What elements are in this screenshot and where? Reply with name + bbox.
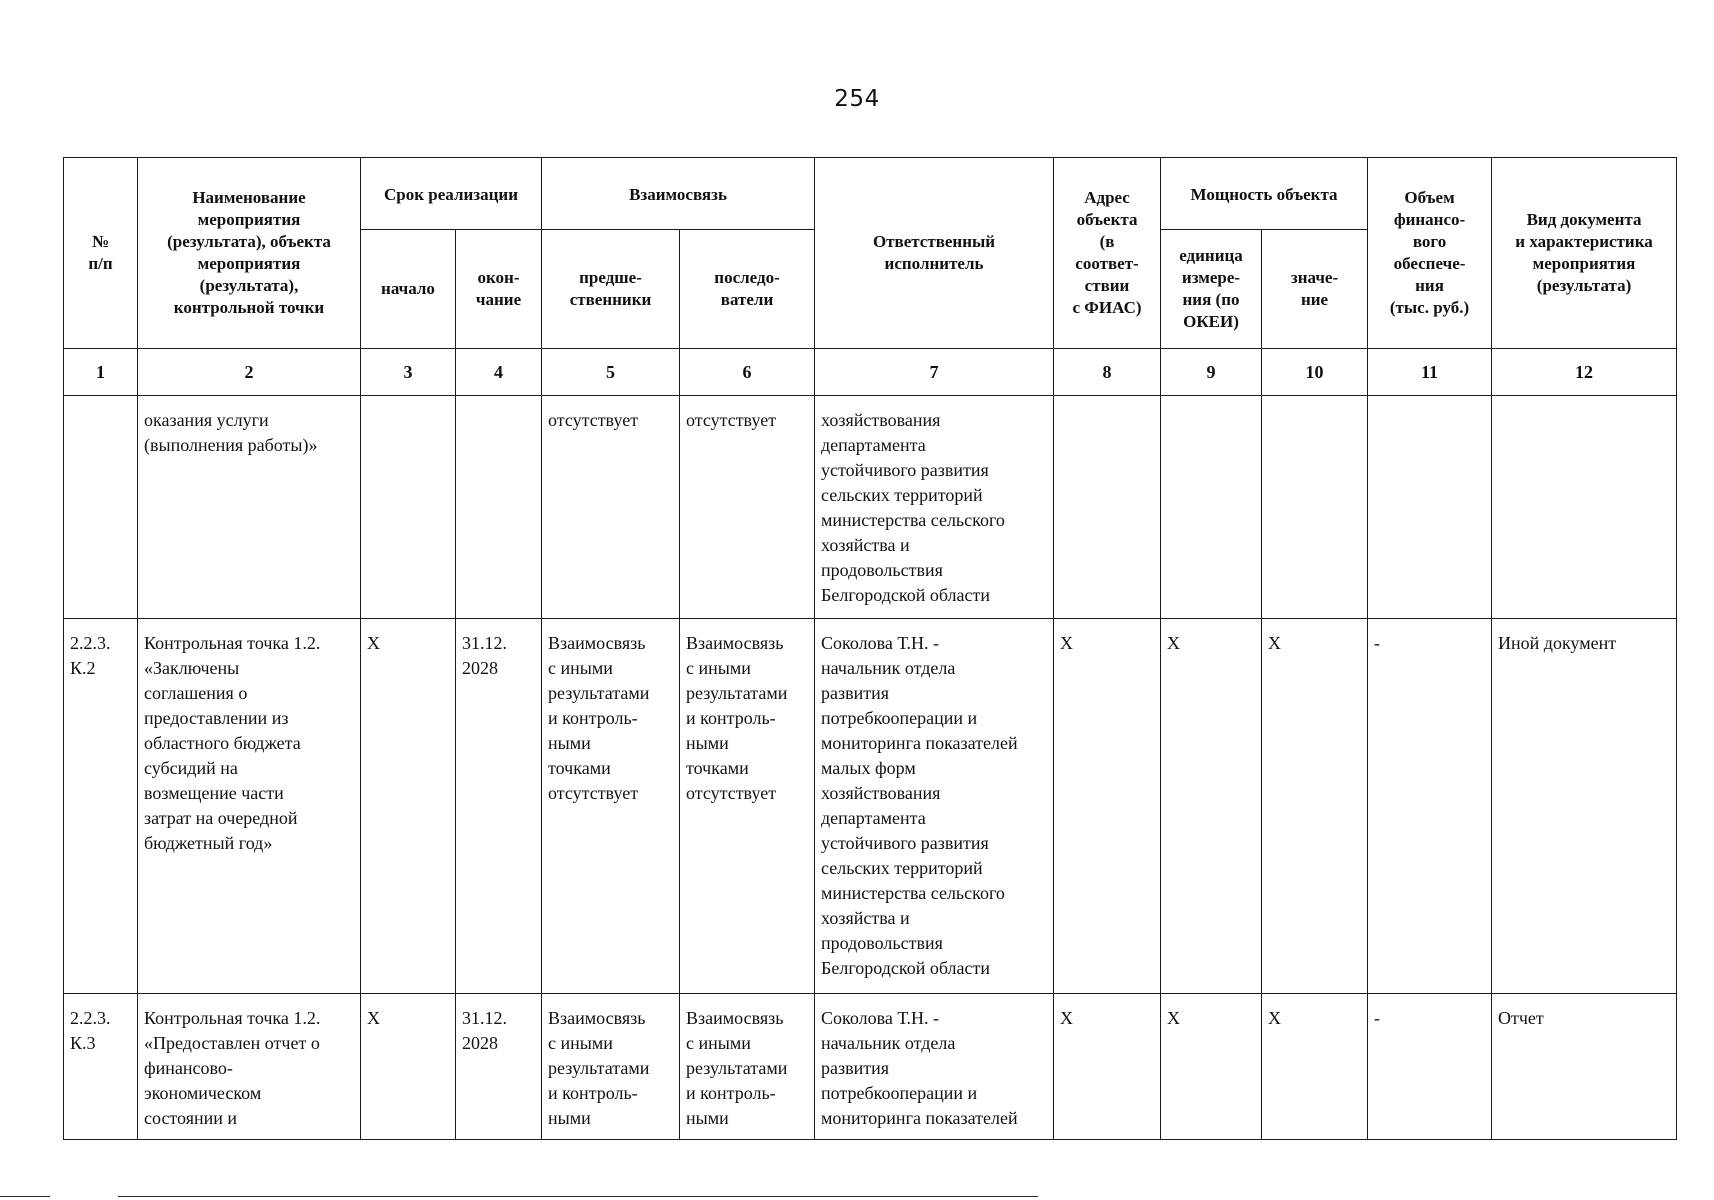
cell-unit [1161,396,1262,619]
header-num: № п/п [64,158,138,349]
cell-unit: X [1161,994,1262,1140]
column-number: 4 [456,349,542,396]
cell-finance [1368,396,1492,619]
cell-doc-type: Отчет [1492,994,1677,1140]
activities-table [63,157,1677,1140]
header-successors: последо- ватели [680,230,815,349]
column-number: 1 [64,349,138,396]
cell-start: X [361,619,456,994]
cell-name: Контрольная точка 1.2. «Предоставлен отчет о финансово- экономическом состоянии и [138,994,361,1140]
cell-address [1054,396,1161,619]
cell-num: 2.2.3. К.3 [64,994,138,1140]
column-number: 3 [361,349,456,396]
cell-name: Контрольная точка 1.2. «Заключены соглашения о предоставлении из областного бюджета субсидий на возмещение части затрат на очередной бюджетный год» [138,619,361,994]
column-number: 6 [680,349,815,396]
cell-responsible: Соколова Т.Н. - начальник отдела развития потребкооперации и мониторинга показателей малых форм хозяйствования департамента устойчивого развития сельских территорий министерства сельского хозяйства и продовольствия Белгородской области [815,619,1054,994]
column-number: 5 [542,349,680,396]
cell-name: оказания услуги (выполнения работы)» [138,396,361,619]
header-start: начало [361,230,456,349]
footer-rule-left [0,1196,50,1197]
cell-responsible: хозяйствования департамента устойчивого развития сельских территорий министерства сельского хозяйства и продовольствия Белгородской области [815,396,1054,619]
cell-successors: Взаимосвязь с иными результатами и контроль- ными [680,994,815,1140]
cell-successors: отсутствует [680,396,815,619]
header-unit: единица измере- ния (по ОКЕИ) [1161,230,1262,349]
cell-successors: Взаимосвязь с иными результатами и контроль- ными точками отсутствует [680,619,815,994]
cell-address: X [1054,619,1161,994]
cell-end [456,396,542,619]
cell-predecessors: Взаимосвязь с иными результатами и контроль- ными точками отсутствует [542,619,680,994]
cell-end: 31.12. 2028 [456,994,542,1140]
cell-start: X [361,994,456,1140]
cell-start [361,396,456,619]
cell-value: X [1262,994,1368,1140]
column-number: 12 [1492,349,1677,396]
cell-doc-type: Иной документ [1492,619,1677,994]
page-number: 254 [834,86,880,112]
cell-num [64,396,138,619]
table-row [64,619,1677,994]
column-number: 8 [1054,349,1161,396]
header-value: значе- ние [1262,230,1368,349]
column-number: 11 [1368,349,1492,396]
cell-num: 2.2.3. К.2 [64,619,138,994]
cell-predecessors: Взаимосвязь с иными результатами и контроль- ными [542,994,680,1140]
column-number: 10 [1262,349,1368,396]
header-address: Адрес объекта (в соответ- ствии с ФИАС) [1054,158,1161,349]
header-capacity: Мощность объекта [1161,158,1368,230]
cell-value: X [1262,619,1368,994]
column-number: 2 [138,349,361,396]
table-row [64,396,1677,619]
header-term: Срок реализации [361,158,542,230]
header-finance: Объем финансо- вого обеспече- ния (тыс. руб.) [1368,158,1492,349]
column-number: 9 [1161,349,1262,396]
header-predecessors: предше- ственники [542,230,680,349]
cell-doc-type [1492,396,1677,619]
cell-value [1262,396,1368,619]
column-number: 7 [815,349,1054,396]
cell-finance: - [1368,619,1492,994]
cell-responsible: Соколова Т.Н. - начальник отдела развития потребкооперации и мониторинга показателей [815,994,1054,1140]
header-name: Наименование мероприятия (результата), объекта мероприятия (результата), контрольной точки [138,158,361,349]
table-row [64,994,1677,1140]
header-end: окон- чание [456,230,542,349]
header-doc-type: Вид документа и характеристика мероприятия (результата) [1492,158,1677,349]
header-relation: Взаимосвязь [542,158,815,230]
cell-end: 31.12. 2028 [456,619,542,994]
footer-rule-right [118,1196,1038,1197]
header-responsible: Ответственный исполнитель [815,158,1054,349]
cell-finance: - [1368,994,1492,1140]
cell-address: X [1054,994,1161,1140]
cell-predecessors: отсутствует [542,396,680,619]
cell-unit: X [1161,619,1262,994]
